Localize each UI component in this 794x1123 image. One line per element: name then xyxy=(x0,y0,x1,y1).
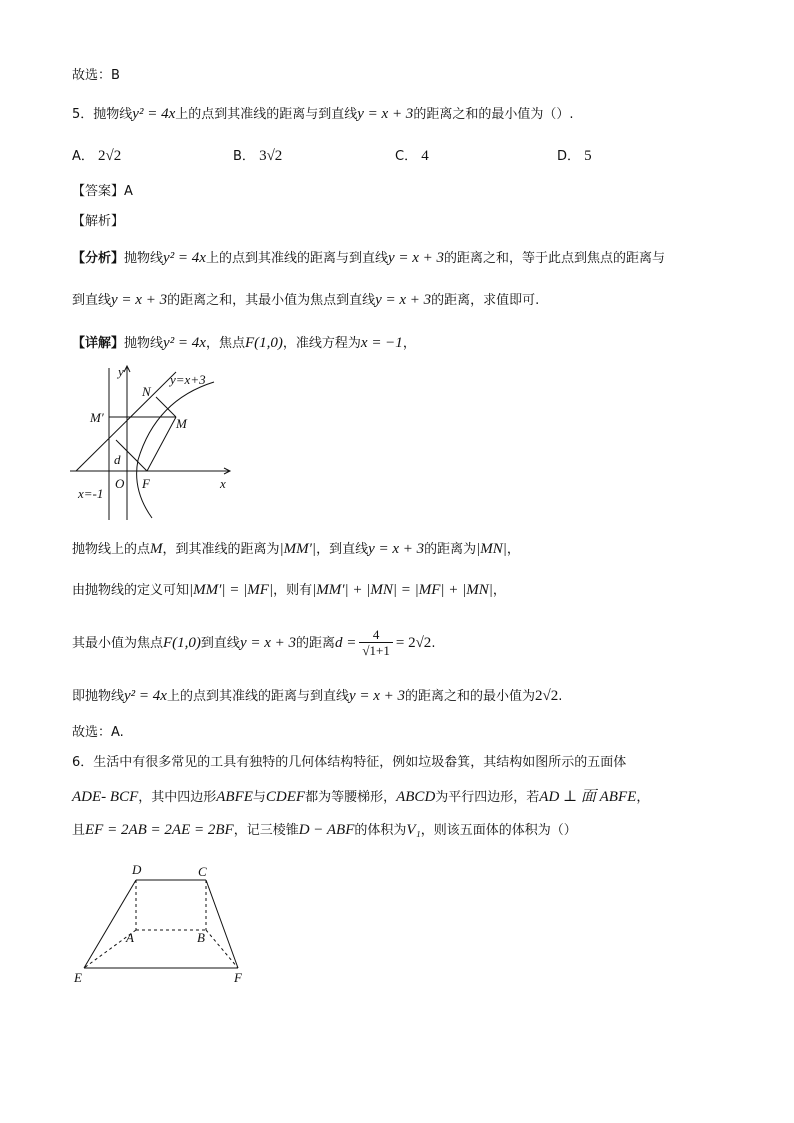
p2-c: ， xyxy=(492,583,506,598)
p3-b: 到直线 xyxy=(200,636,240,651)
p3-line-eq: y = x + 3 xyxy=(239,635,296,651)
option-a-label: A． xyxy=(72,149,94,164)
q6-line-1: 6．生活中有很多常见的工具有独特的几何体结构特征，例如垃圾畚箕，其结构如图所示的五面体 xyxy=(72,755,627,770)
p3-d-eq: d = xyxy=(335,635,357,651)
p4-b: 上的点到其准线的距离与到直线 xyxy=(166,689,349,704)
segment-mf xyxy=(147,417,176,471)
p1-a: 抛物线上的点 xyxy=(72,542,151,557)
xj-eq: y² = 4x xyxy=(163,335,206,351)
p4-c: 的距离之和的最小值为 xyxy=(405,689,536,704)
q5-parabola-eq: y² = 4x xyxy=(132,106,176,122)
fig1-label-f: F xyxy=(142,476,150,491)
segment-d xyxy=(116,440,147,471)
p2-eq2: |MM′| + |MN| = |MF| + |MN| xyxy=(312,582,493,598)
fig1-label-directrix: x=-1 xyxy=(78,486,104,501)
xj-b: ，焦点 xyxy=(205,336,245,351)
q6-l2-d: 为平行四边形，若 xyxy=(435,790,540,805)
option-a xyxy=(72,146,121,167)
fig2-label-b: B xyxy=(197,930,205,945)
q6-cdef: CDEF xyxy=(265,789,306,805)
p3-numerator: 4 xyxy=(372,627,380,642)
p1-d: 的距离为 xyxy=(424,542,477,557)
p4-value: 2√2 xyxy=(535,688,559,704)
prev-answer: 故选：B xyxy=(72,68,120,83)
p1-e: ， xyxy=(506,542,520,557)
option-c xyxy=(395,146,429,167)
p1-c: ，到直线 xyxy=(316,542,369,557)
option-c-label: C． xyxy=(395,149,418,164)
fig2-label-c: C xyxy=(198,864,207,879)
xj-directrix: x = −1 xyxy=(360,335,403,351)
xj-d: ， xyxy=(402,336,416,351)
option-a-value: 2√2 xyxy=(98,148,122,164)
q5-stem xyxy=(72,104,573,125)
q6-abfe: ABFE xyxy=(216,789,253,805)
p4-end: . xyxy=(558,689,563,704)
p3-end: . xyxy=(431,636,436,651)
fig2-label-e: E xyxy=(74,970,82,985)
option-d xyxy=(557,146,592,167)
q5-stem-c: 的距离之和的最小值为（）. xyxy=(413,107,574,122)
fig1-label-x: x xyxy=(220,476,226,491)
xiangjie-line xyxy=(72,333,416,354)
p1-m: M xyxy=(150,541,163,557)
p3-focus: F(1,0) xyxy=(163,635,201,651)
fenxi-2c: 的距离，求值即可. xyxy=(431,293,540,308)
p3-result: = 2√2 xyxy=(395,635,432,651)
q6-l3-b: ，记三棱锥 xyxy=(233,823,299,838)
q6-eq: EF = 2AB = 2AE = 2BF xyxy=(85,822,234,838)
parabola-curve xyxy=(137,382,214,518)
p3-fraction xyxy=(359,628,392,659)
p2-a: 由抛物线的定义可知 xyxy=(72,583,190,598)
p1-b: ，到其准线的距离为 xyxy=(162,542,280,557)
fig2-label-d: D xyxy=(132,862,142,877)
p2-eq1: |MM′| = |MF| xyxy=(189,582,274,598)
q6-l2-a: ，其中四边形 xyxy=(138,790,217,805)
xj-focus: F(1,0) xyxy=(244,335,283,351)
parabola-figure xyxy=(66,360,246,522)
p4-a: 即抛物线 xyxy=(72,689,125,704)
fenxi-1a: 抛物线 xyxy=(124,251,164,266)
option-b-label: B． xyxy=(233,149,255,164)
para-2 xyxy=(72,580,506,601)
fenxi-line-eq-2: y = x + 3 xyxy=(111,292,168,308)
p3-a: 其最小值为焦点 xyxy=(72,636,164,651)
q6-solid: ADE- BCF xyxy=(72,789,139,805)
fig2-label-a: A xyxy=(126,930,134,945)
option-d-value: 5 xyxy=(584,148,592,164)
fenxi-1b: 上的点到其准线的距离与到直线 xyxy=(205,251,388,266)
q6-l2-b: 与 xyxy=(252,790,266,805)
para-4 xyxy=(72,686,562,707)
fenxi-1c: 的距离之和，等于此点到焦点的距离与 xyxy=(444,251,666,266)
para-1 xyxy=(72,539,520,560)
fenxi-2a: 到直线 xyxy=(72,293,112,308)
fig1-label-m: M xyxy=(176,416,187,431)
p4-parabola-eq: y² = 4x xyxy=(124,688,167,704)
p3-denominator: √1+1 xyxy=(359,642,392,659)
q5-line-eq: y = x + 3 xyxy=(357,106,414,122)
q5-number: 5． xyxy=(72,107,94,122)
option-c-value: 4 xyxy=(421,148,429,164)
analysis-tag: 【解析】 xyxy=(72,214,125,229)
para-3 xyxy=(72,626,435,661)
p1-mmp: |MM′| xyxy=(279,541,317,557)
answer-tag: 【答案】A xyxy=(72,184,133,199)
p2-b: ，则有 xyxy=(273,583,313,598)
pentahedron-figure xyxy=(70,858,250,988)
fenxi-tag: 【分析】 xyxy=(72,251,125,266)
q6-l3-d: ，则该五面体的体积为（） xyxy=(420,823,577,838)
p3-c: 的距离 xyxy=(296,636,336,651)
q5-stem-a: 抛物线 xyxy=(93,107,133,122)
option-b xyxy=(233,146,282,167)
xiangjie-tag: 【详解】 xyxy=(72,336,125,351)
q6-l3-a: 且 xyxy=(72,823,86,838)
q6-line-3 xyxy=(72,820,577,841)
p1-mn: |MN| xyxy=(476,541,507,557)
q6-abcd: ABCD xyxy=(396,789,436,805)
fenxi-line-eq-3: y = x + 3 xyxy=(375,292,432,308)
xj-c: ，准线方程为 xyxy=(282,336,361,351)
edge-bf xyxy=(206,930,238,968)
q6-l2-c: 都为等腰梯形， xyxy=(305,790,397,805)
final-answer: 故选：A. xyxy=(72,725,124,740)
q5-stem-b: 上的点到其准线的距离与到直线 xyxy=(175,107,358,122)
fenxi-line-1 xyxy=(72,248,665,269)
edge-de xyxy=(84,880,136,968)
q6-l3-c: 的体积为 xyxy=(354,823,407,838)
fig2-label-f: F xyxy=(234,970,242,985)
option-d-label: D． xyxy=(557,149,581,164)
q6-pyramid: D − ABF xyxy=(298,822,355,838)
segment-mn xyxy=(156,397,176,417)
fig1-label-line: y=x+3 xyxy=(170,372,206,387)
p1-line-eq: y = x + 3 xyxy=(368,541,425,557)
fenxi-line-2 xyxy=(72,290,539,311)
fig1-label-o: O xyxy=(115,476,125,491)
fig1-label-mp: M′ xyxy=(90,410,104,425)
q6-v1: V₁ xyxy=(406,822,421,838)
q6-perp: AD ⊥ 面 ABFE xyxy=(539,789,637,805)
fenxi-parabola-eq: y² = 4x xyxy=(163,250,206,266)
xj-a: 抛物线 xyxy=(124,336,164,351)
fig1-label-n: N xyxy=(142,384,151,399)
q6-line-2 xyxy=(72,787,649,808)
fig1-label-y: y xyxy=(118,364,124,379)
fenxi-line-eq: y = x + 3 xyxy=(387,250,445,266)
p4-line-eq: y = x + 3 xyxy=(348,688,406,704)
fenxi-2b: 的距离之和，其最小值为焦点到直线 xyxy=(167,293,376,308)
q6-l2-e: ， xyxy=(636,790,650,805)
option-b-value: 3√2 xyxy=(259,148,283,164)
edge-cf xyxy=(206,880,238,968)
fig1-label-d: d xyxy=(114,452,121,467)
